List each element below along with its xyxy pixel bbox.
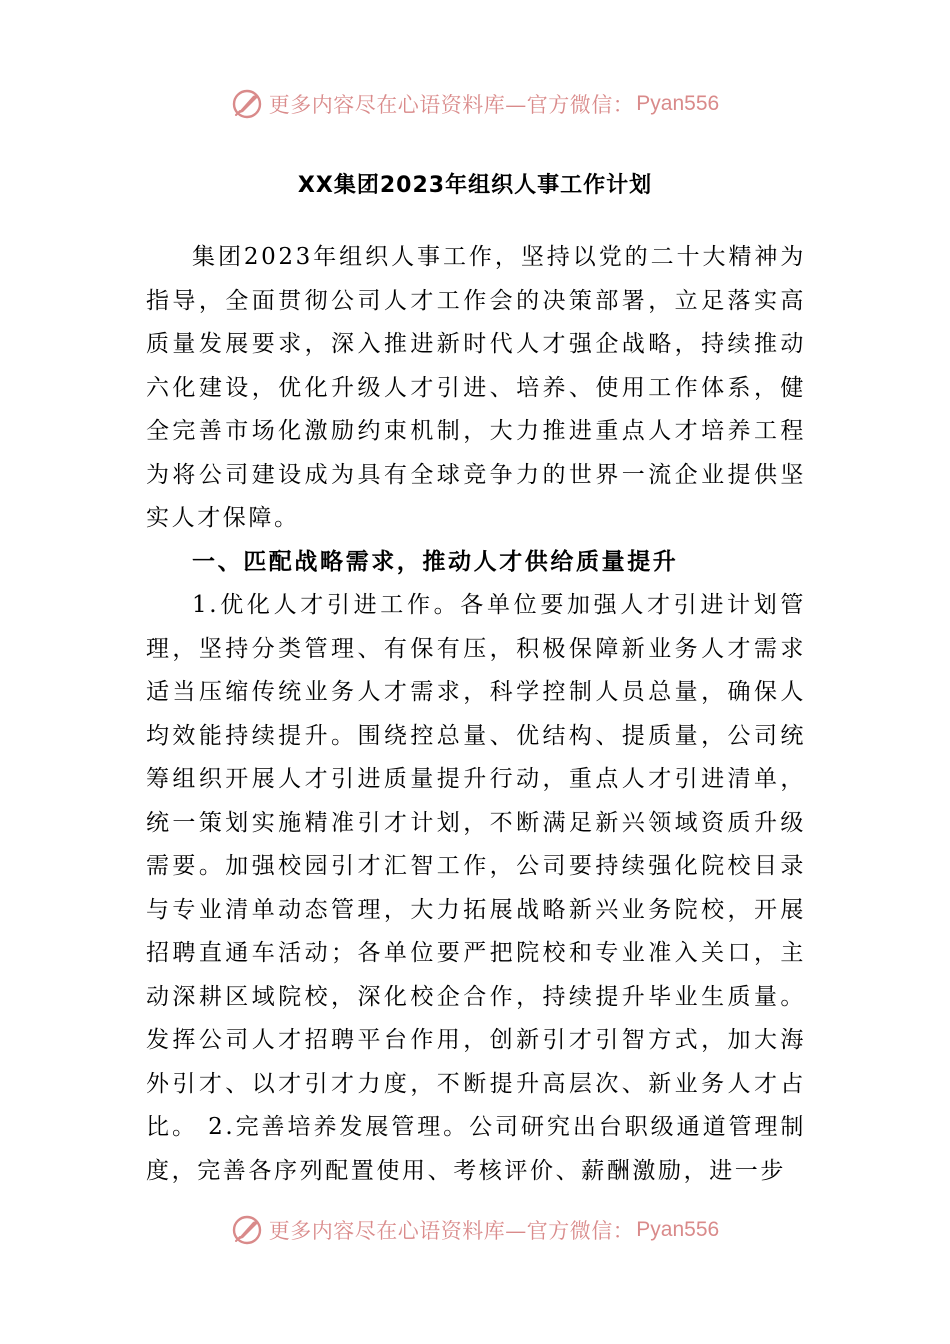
quill-logo-icon xyxy=(231,1214,263,1246)
watermark-header xyxy=(0,84,950,124)
section-paragraph: 1.优化人才引进工作。各单位要加强人才引进计划管理，坚持分类管理、有保有压，积极保障新业务人才需求适当压缩传统业务人才需求，科学控制人员总量，确保人均效能持续提升。围绕控总量、优结构、提质量，公司统筹组织开展人才引进质量提升行动，重点人才引进清单，统一策划实施精准引才计划，不断满足新兴领域资质升级需要。加强校园引才汇智工作，公司要持续强化院校目录与专业清单动态管理，大力拓展战略新兴业务院校，开展招聘直通车活动；各单位要严把院校和专业准入关口，主动深耕区域院校，深化校企合作，持续提升毕业生质量。发挥公司人才招聘平台作用，创新引才引智方式，加大海外引才、以才引才力度，不断提升高层次、新业务人才占比。 2.完善培养发展管理。公司研究出台职级通道管理制度，完善各序列配置使用、考核评价、薪酬激励，进一步 xyxy=(146,592,806,1184)
document-body xyxy=(146,236,806,1193)
watermark-footer xyxy=(0,1210,950,1250)
section-heading: 一、匹配战略需求，推动人才供给质量提升 xyxy=(192,548,679,575)
watermark-wechat-id: Pyan556 xyxy=(636,92,720,115)
quill-logo-icon xyxy=(231,88,263,120)
watermark-wechat-id: Pyan556 xyxy=(636,1218,720,1241)
watermark-text: 更多内容尽在心语资料库—官方微信： xyxy=(268,93,635,117)
intro-paragraph: 集团2023年组织人事工作，坚持以党的二十大精神为指导，全面贯彻公司人才工作会的决策部署，立足落实高质量发展要求，深入推进新时代人才强企战略，持续推动六化建设，优化升级人才引进、培养、使用工作体系，健全完善市场化激励约束机制，大力推进重点人才培养工程为将公司建设成为具有全球竞争力的世界一流企业提供坚实人才保障。 xyxy=(146,244,806,531)
document-title: XX集团2023年组织人事工作计划 xyxy=(297,173,653,198)
watermark-text: 更多内容尽在心语资料库—官方微信： xyxy=(268,1219,635,1243)
